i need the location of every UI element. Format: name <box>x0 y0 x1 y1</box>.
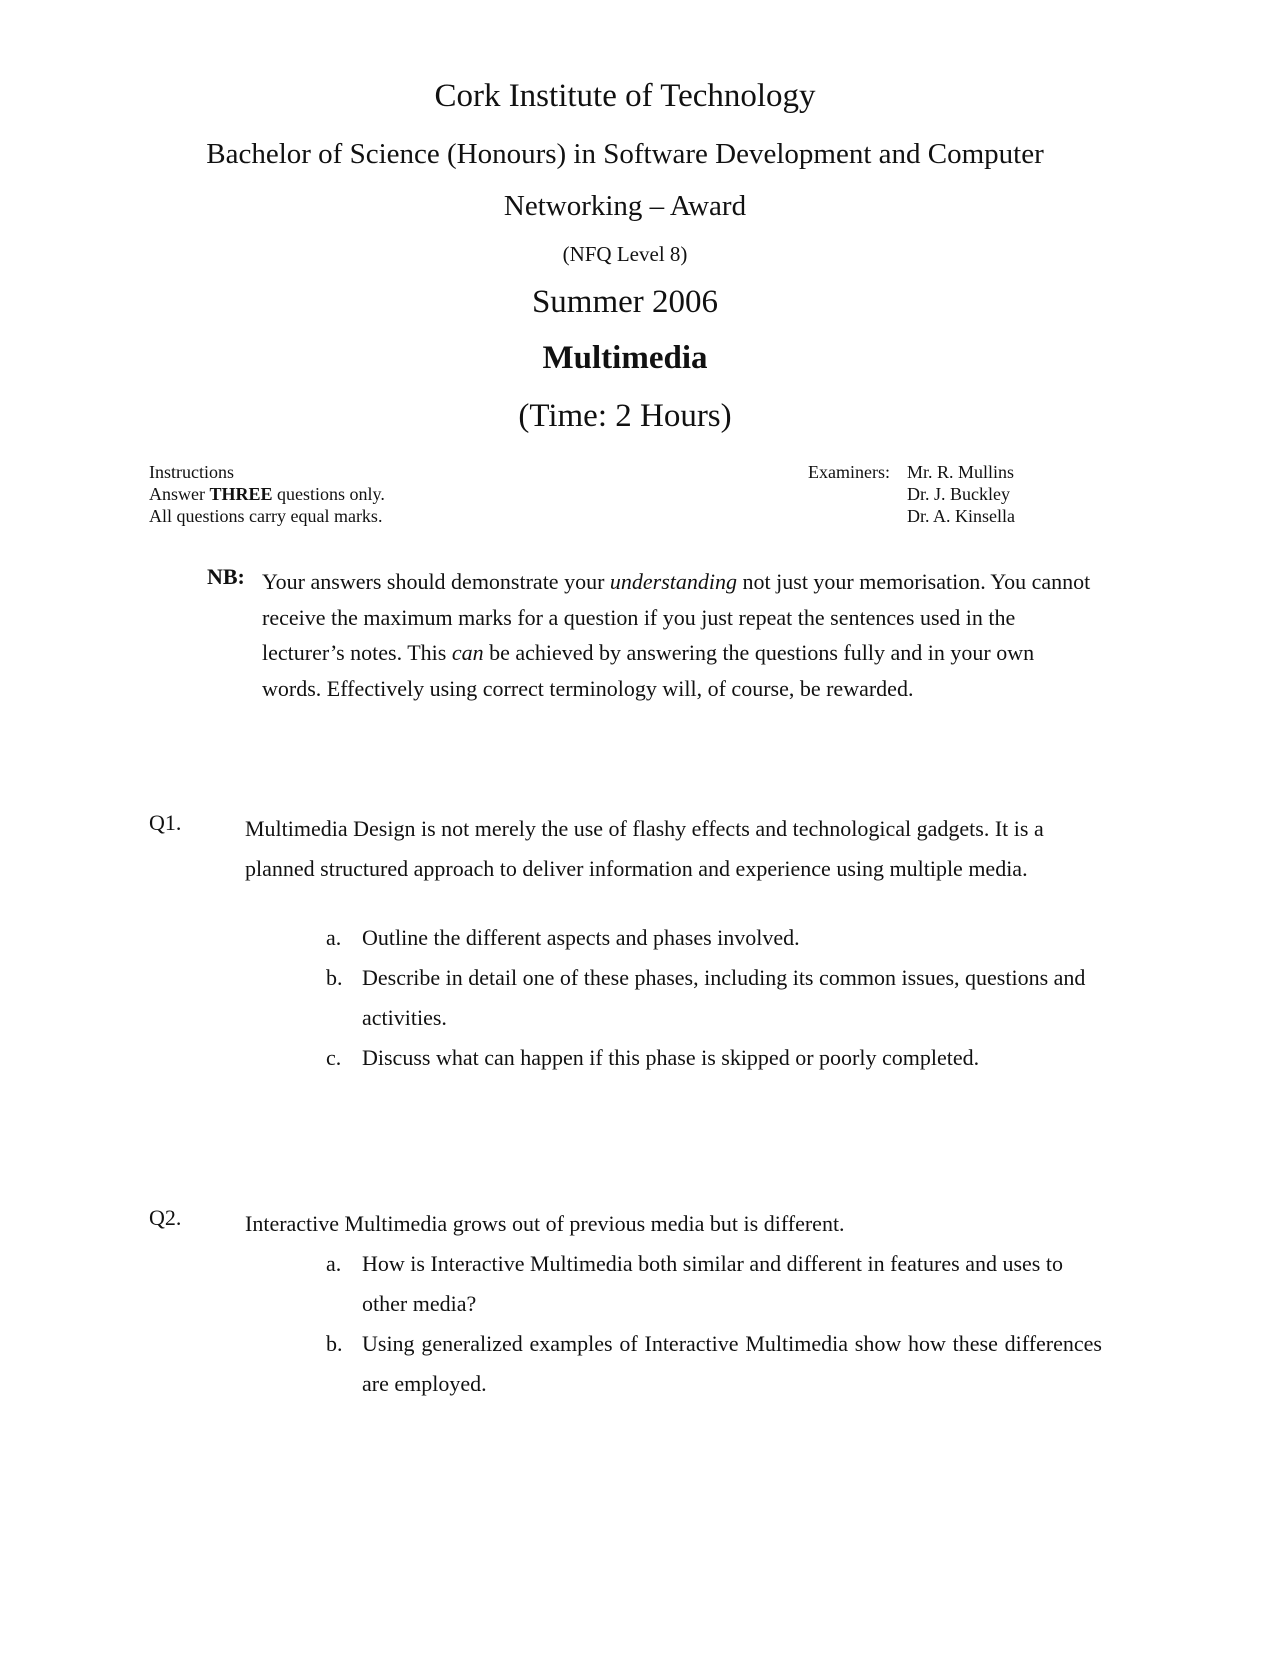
part-text: How is Interactive Multimedia both similar and different in features and uses to other media? <box>362 1251 1063 1316</box>
nb-part-3: be achieved by answering the questions fully and in your own words. Effectively using correct terminology will, of course, be rewarded. <box>262 640 1035 701</box>
part-letter: c. <box>326 1045 342 1070</box>
part-letter: b. <box>326 965 343 990</box>
examiners-list <box>907 461 1015 527</box>
instructions-marks: All questions carry equal marks. <box>149 506 383 526</box>
nb-part-1: Your answers should demonstrate your <box>262 569 610 594</box>
examiner-name: Dr. J. Buckley <box>907 484 1010 504</box>
nb-part-2: not just your memorisation. You cannot receive the maximum marks for a question if you just repeat the sentences used in the lecturer’s notes. This <box>262 569 1091 665</box>
programme-line-2: Networking – Award <box>503 190 747 222</box>
part-letter: a. <box>326 925 342 950</box>
nb-label: NB: <box>207 564 245 589</box>
instructions-answer <box>149 483 385 505</box>
instructions-block <box>149 461 385 527</box>
part-letter: a. <box>326 1251 342 1276</box>
question-2-number: Q2. <box>149 1205 182 1230</box>
part-text: Describe in detail one of these phases, including its common issues, questions and activities. <box>362 965 1086 1030</box>
nb-note <box>262 564 1092 706</box>
answer-prefix: Answer <box>149 484 210 504</box>
answer-suffix: questions only. <box>272 484 385 504</box>
instructions-title: Instructions <box>149 462 234 482</box>
part-text: Using generalized examples of Interactive Multimedia show how these differences are employed. <box>362 1331 1102 1396</box>
question-2-text: Interactive Multimedia grows out of previous media but is different. <box>245 1211 845 1236</box>
part-text: Discuss what can happen if this phase is skipped or poorly completed. <box>362 1045 980 1070</box>
part-text: Outline the different aspects and phases involved. <box>362 925 800 950</box>
exam-duration: (Time: 2 Hours) <box>518 398 732 434</box>
question-1-text: Multimedia Design is not merely the use of flashy effects and technological gadgets. It is a planned structured approach to deliver information and experience using multiple media. <box>245 816 1044 881</box>
programme-line-1: Bachelor of Science (Honours) in Software Development and Computer <box>206 138 1044 170</box>
nb-emphasis-can: can <box>451 640 484 665</box>
nfq-level: (NFQ Level 8) <box>562 242 688 266</box>
exam-session: Summer 2006 <box>531 284 719 320</box>
examiner-name: Dr. A. Kinsella <box>907 506 1015 526</box>
examiner-name: Mr. R. Mullins <box>907 462 1015 482</box>
institution-title: Cork Institute of Technology <box>434 78 816 114</box>
part-letter: b. <box>326 1331 343 1356</box>
answer-count: THREE <box>209 484 273 504</box>
question-1-number: Q1. <box>149 810 182 835</box>
nb-emphasis-understanding: understanding <box>609 569 738 594</box>
subject-title: Multimedia <box>542 340 708 376</box>
examiners-label: Examiners: <box>808 462 890 482</box>
